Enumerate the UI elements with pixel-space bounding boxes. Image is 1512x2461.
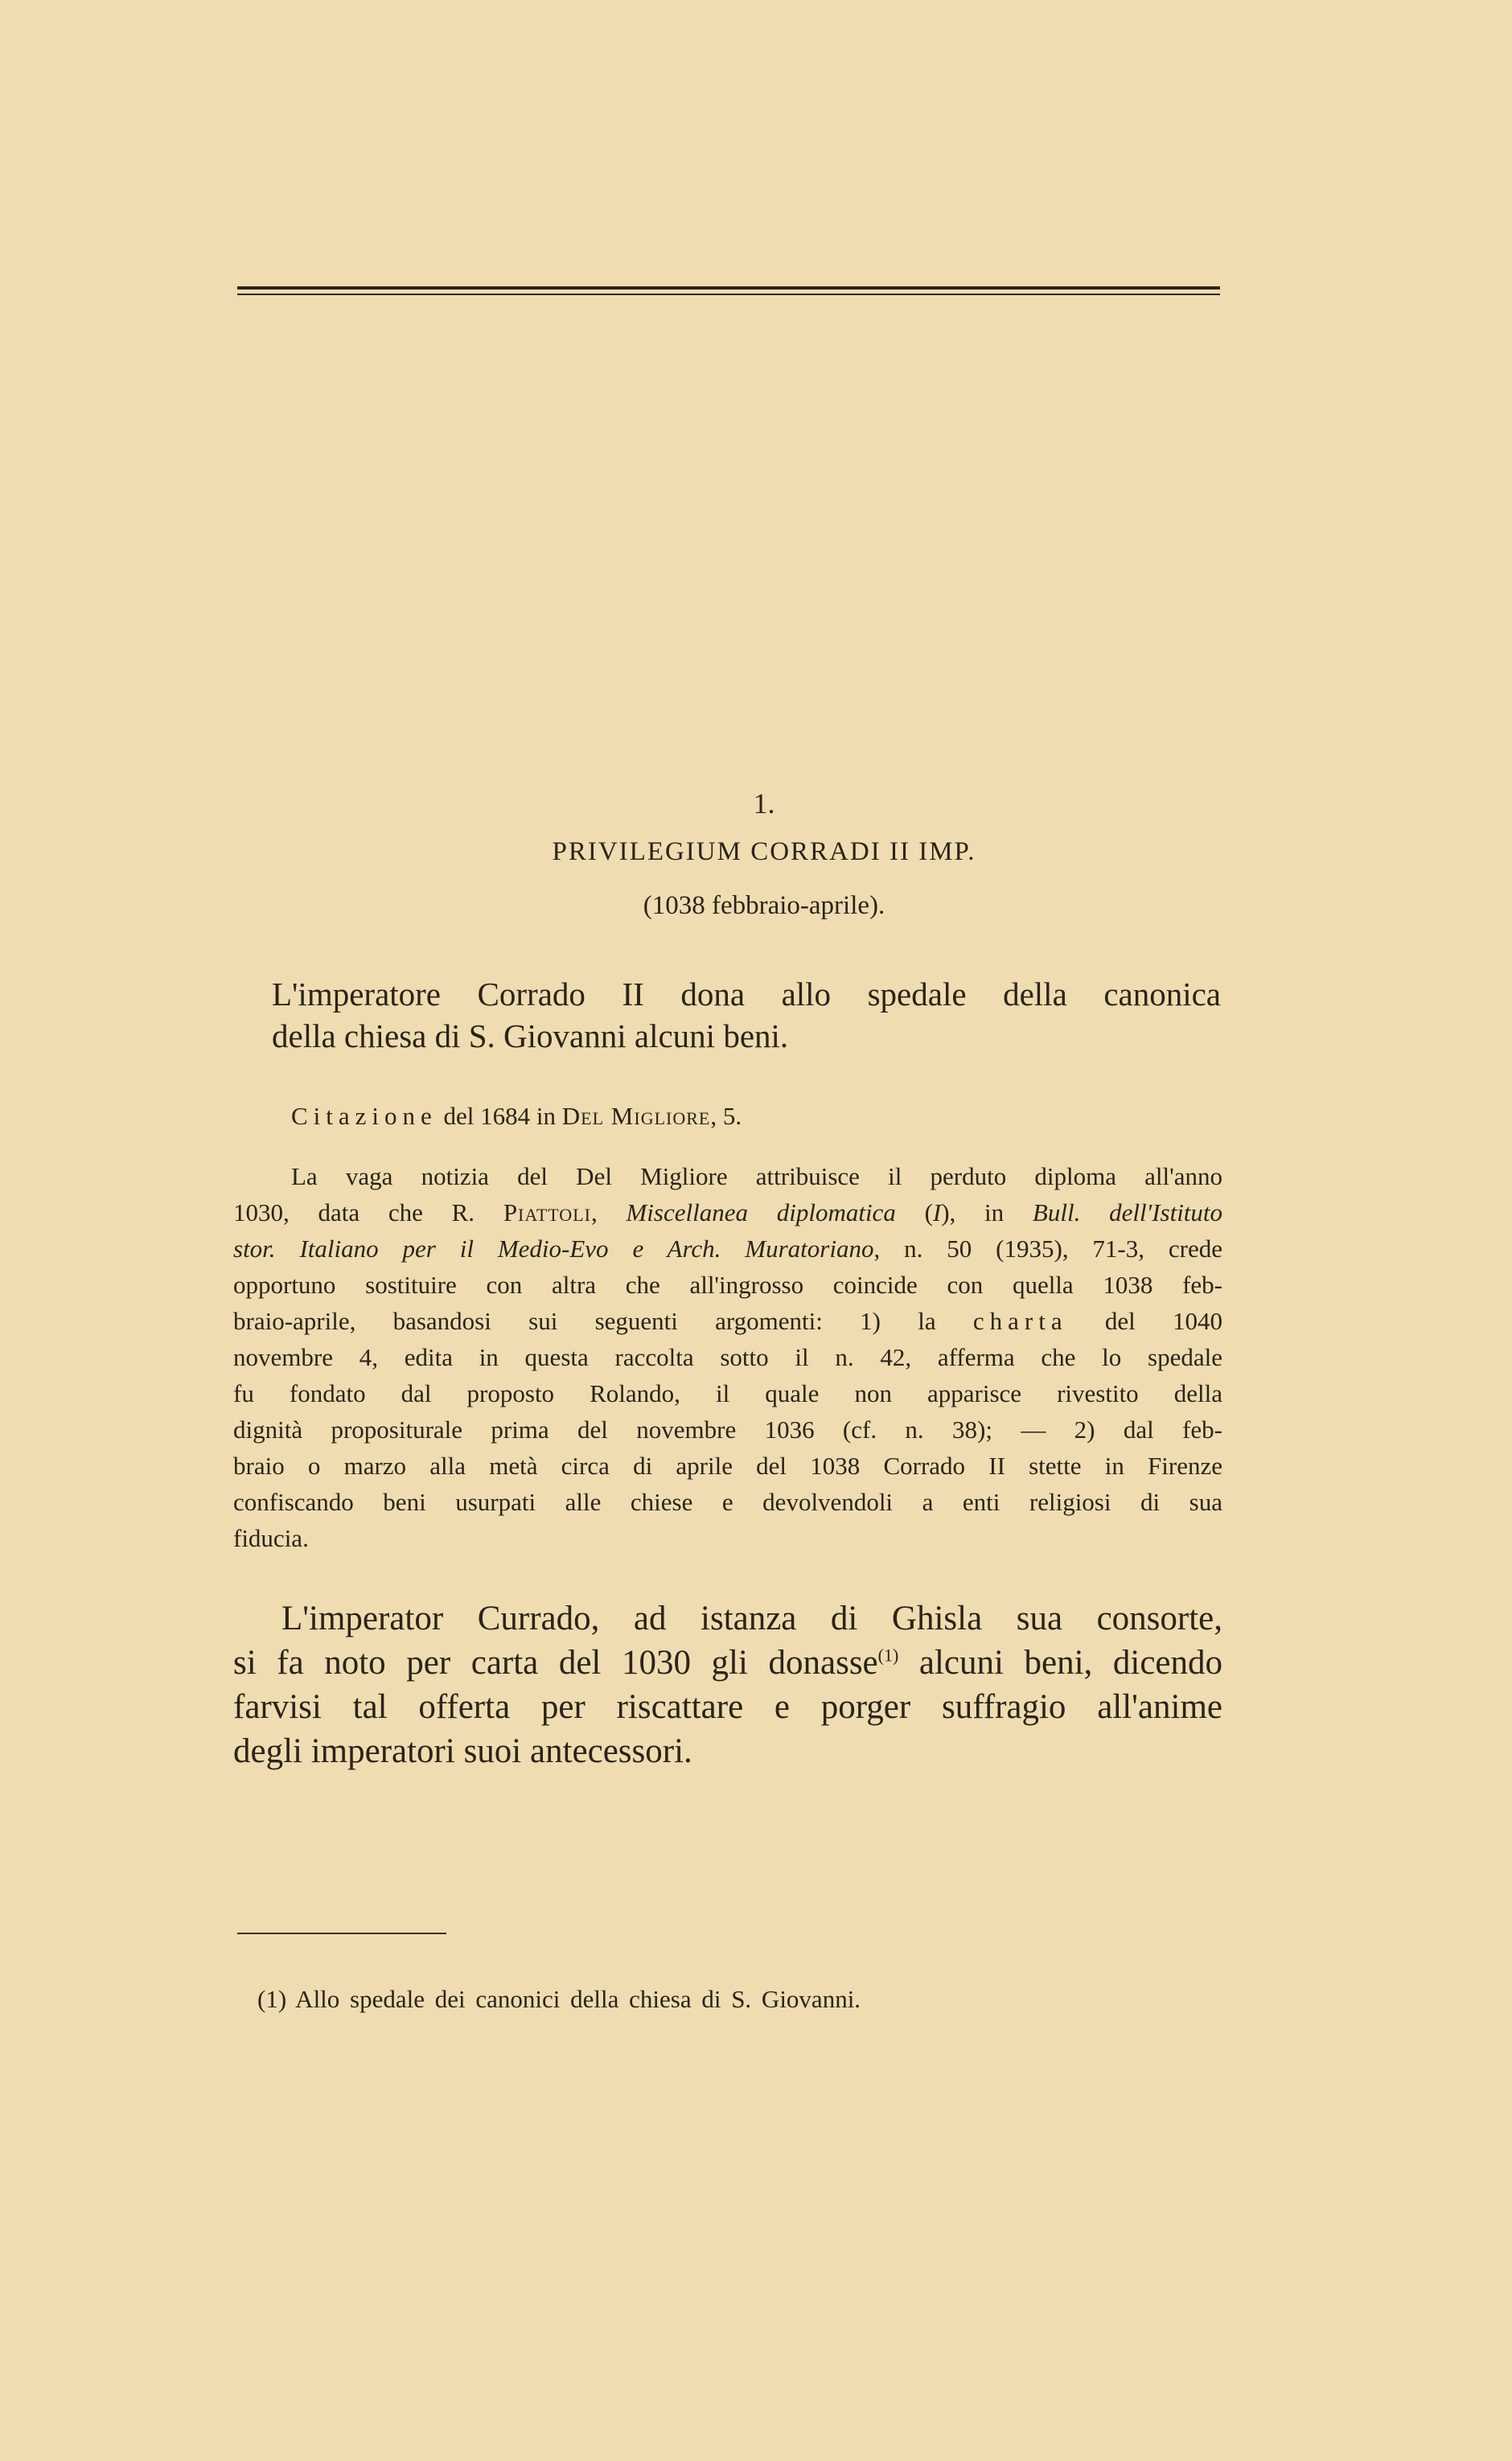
citation-label: Citazione	[291, 1102, 438, 1130]
citation-text: del 1684 in	[437, 1102, 562, 1130]
note-volume: I	[932, 1198, 942, 1226]
note-text: del 1040	[1067, 1307, 1222, 1335]
editorial-note	[233, 1158, 1222, 1556]
citation-page: , 5.	[710, 1102, 742, 1130]
summary-line: L'imperatore Corrado II dona allo spedale della canonica	[272, 976, 1221, 1013]
note-line	[233, 1230, 1222, 1267]
note-text: ), in	[941, 1198, 1033, 1226]
note-author: Piattoli	[503, 1198, 591, 1226]
body-line	[233, 1641, 1222, 1685]
note-line: dignità propositurale prima del novembre 1036 (cf. n. 38); — 2) dal feb-	[233, 1415, 1222, 1444]
note-line: fu fondato dal proposto Rolando, il quale non apparisce rivestito della	[233, 1379, 1222, 1407]
note-line: novembre 4, edita in questa raccolta sotto il n. 42, afferma che lo spedale	[233, 1343, 1222, 1371]
note-text: braio-aprile, basandosi sui seguenti argomenti: 1) la	[233, 1307, 973, 1335]
note-line: confiscando beni usurpati alle chiese e devolvendoli a enti religiosi di sua	[233, 1488, 1222, 1516]
note-text: (	[895, 1198, 933, 1226]
note-line: opportuno sostituire con altra che all'ingrosso coincide con quella 1038 feb-	[233, 1271, 1222, 1299]
citation-source: Del Migliore	[561, 1102, 711, 1130]
note-text: 1030, data che R.	[233, 1198, 503, 1226]
note-line	[233, 1303, 1222, 1339]
note-line: fiducia.	[233, 1524, 309, 1552]
note-text: , n. 50 (1935), 71-3, crede	[873, 1235, 1222, 1263]
top-rule-thick	[237, 286, 1220, 290]
document-number: 1.	[753, 787, 775, 820]
citation	[291, 1102, 1280, 1131]
body-text	[233, 1596, 1222, 1773]
note-spaced-word: charta	[972, 1307, 1068, 1335]
document-date: (1038 febbraio-aprile).	[643, 891, 885, 920]
note-line	[233, 1194, 1222, 1230]
footnote-separator	[237, 1933, 446, 1934]
summary	[272, 973, 1221, 1057]
footnote-reference: (1)	[877, 1645, 899, 1666]
body-line: L'imperator Currado, ad istanza di Ghisla sua consorte,	[281, 1600, 1222, 1637]
footnote: (1) Allo spedale dei canonici della chiesa di S. Giovanni.	[257, 1985, 861, 2013]
body-text-span: alcuni beni, dicendo	[898, 1644, 1222, 1682]
body-line: farvisi tal offerta per riscattare e porger suffragio all'anime	[233, 1688, 1222, 1726]
note-line: braio o marzo alla metà circa di aprile del 1038 Corrado II stette in Firenze	[233, 1452, 1222, 1480]
note-text: ,	[590, 1198, 627, 1226]
document-title: PRIVILEGIUM CORRADI II IMP.	[552, 837, 976, 866]
note-work-title: Miscellanea diplomatica	[626, 1198, 896, 1226]
summary-line: della chiesa di S. Giovanni alcuni beni.	[272, 1017, 789, 1054]
note-line: La vaga notizia del Del Migliore attribuisce il perduto diploma all'anno	[291, 1162, 1222, 1190]
note-journal: Bull. dell'Istituto	[1032, 1198, 1223, 1226]
body-line: degli imperatori suoi antecessori.	[233, 1732, 692, 1770]
note-journal: stor. Italiano per il Medio-Evo e Arch. Muratoriano	[233, 1235, 874, 1263]
body-text-span: si fa noto per carta del 1030 gli donasse	[233, 1644, 878, 1682]
top-rule-thin	[237, 294, 1220, 295]
